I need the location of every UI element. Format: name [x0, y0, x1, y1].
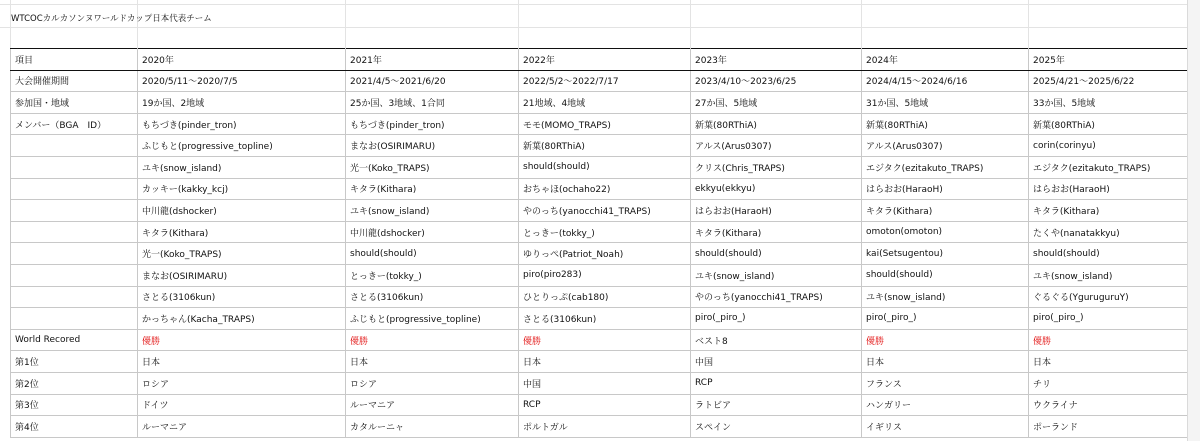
table-cell[interactable]: 25か国、3地域、1合同 [346, 92, 519, 114]
row-label-cell[interactable] [11, 221, 138, 243]
table-cell[interactable]: ルーマニア [346, 394, 519, 416]
table-row [11, 70, 1188, 92]
table-cell[interactable]: クリス(Chris_TRAPS) [691, 156, 862, 178]
table-cell[interactable]: should(should) [862, 264, 1029, 286]
table-cell[interactable]: はらおお(HaraoH) [691, 200, 862, 222]
table-cell[interactable]: 日本 [1029, 351, 1188, 373]
table-row [11, 200, 1188, 222]
header-cell-year[interactable]: 2021年 [346, 49, 519, 71]
table-cell[interactable]: ベスト8 [691, 329, 862, 351]
table-cell[interactable]: ぐるぐる(YguruguruY) [1029, 286, 1188, 308]
table-cell[interactable]: 優勝 [862, 329, 1029, 351]
header-cell-year[interactable]: 2024年 [862, 49, 1029, 71]
header-row [11, 49, 1188, 71]
table-row [11, 156, 1188, 178]
table-cell[interactable]: piro(piro283) [519, 264, 691, 286]
table-cell[interactable]: corin(corinyu) [1029, 135, 1188, 157]
header-cell-year[interactable]: 2022年 [519, 49, 691, 71]
row-label-cell[interactable]: 参加国・地域 [11, 92, 138, 114]
table-cell[interactable]: エジタク(ezitakuto_TRAPS) [862, 156, 1029, 178]
row-label-cell[interactable]: 第4位 [11, 416, 138, 438]
header-cell-item[interactable]: 項目 [11, 49, 138, 71]
table-cell[interactable]: とっきー(tokky_) [346, 264, 519, 286]
header-cell-year[interactable]: 2020年 [138, 49, 346, 71]
table-cell[interactable]: ひとりっぷ(cab180) [519, 286, 691, 308]
row-label-cell[interactable] [11, 200, 138, 222]
table-cell[interactable]: かっちゃん(Kacha_TRAPS) [138, 308, 346, 330]
table-cell[interactable]: アルス(Arus0307) [691, 135, 862, 157]
table-cell[interactable]: should(should) [346, 243, 519, 265]
table-cell[interactable]: ユキ(snow_island) [346, 200, 519, 222]
table-cell[interactable]: 新葉(80RThiA) [519, 135, 691, 157]
table-cell[interactable]: 日本 [138, 351, 346, 373]
table-cell[interactable]: やのっち(yanocchi41_TRAPS) [691, 286, 862, 308]
table-cell[interactable]: 2023/4/10〜2023/6/25 [691, 70, 862, 92]
table-cell[interactable]: 優勝 [346, 329, 519, 351]
table-cell[interactable]: ふじもと(progressive_topline) [138, 135, 346, 157]
table-cell[interactable]: ロシア [138, 372, 346, 394]
table-cell[interactable]: キタラ(Kithara) [691, 221, 862, 243]
table-cell[interactable]: kai(Setsugentou) [862, 243, 1029, 265]
table-row [11, 178, 1188, 200]
gridline [137, 0, 138, 48]
table-cell[interactable]: 優勝 [138, 329, 346, 351]
row-label-cell[interactable]: 大会開催期間 [11, 70, 138, 92]
table-cell[interactable]: たくや(nanatakkyu) [1029, 221, 1188, 243]
table-cell[interactable]: ドイツ [138, 394, 346, 416]
table-cell[interactable]: 27か国、5地域 [691, 92, 862, 114]
row-label-cell[interactable]: 第3位 [11, 394, 138, 416]
table-cell[interactable]: ゆりっぺ(Patriot_Noah) [519, 243, 691, 265]
header-cell-year[interactable]: 2023年 [691, 49, 862, 71]
gridline [0, 27, 1200, 28]
table-cell[interactable]: キタラ(Kithara) [346, 178, 519, 200]
table-cell[interactable]: 新葉(80RThiA) [862, 113, 1029, 135]
table-row [11, 92, 1188, 114]
table-cell[interactable]: さとる(3106kun) [138, 286, 346, 308]
table-cell[interactable]: まなお(OSIRIMARU) [138, 264, 346, 286]
table-cell[interactable]: フランス [862, 372, 1029, 394]
table-cell[interactable]: ロシア [346, 372, 519, 394]
table-row [11, 372, 1188, 394]
row-label-cell[interactable]: 第2位 [11, 372, 138, 394]
table-cell[interactable]: キタラ(Kithara) [862, 200, 1029, 222]
row-label-cell[interactable]: メンバー（BGA ID） [11, 113, 138, 135]
table-cell[interactable]: 21地域、4地域 [519, 92, 691, 114]
table-cell[interactable]: 中川龍(dshocker) [138, 200, 346, 222]
table-cell[interactable]: チリ [1029, 372, 1188, 394]
table-cell[interactable]: 2025/4/21〜2025/6/22 [1029, 70, 1188, 92]
table-cell[interactable]: 2020/5/11〜2020/7/5 [138, 70, 346, 92]
row-label-cell[interactable] [11, 286, 138, 308]
table-row [11, 394, 1188, 416]
gridline [861, 0, 862, 48]
table-cell[interactable]: 2022/5/2〜2022/7/17 [519, 70, 691, 92]
table-cell[interactable]: omoton(omoton) [862, 221, 1029, 243]
table-cell[interactable]: 新葉(80RThiA) [1029, 113, 1188, 135]
table-row [11, 329, 1188, 351]
table-cell[interactable]: やのっち(yanocchi41_TRAPS) [519, 200, 691, 222]
row-label-cell[interactable]: 第1位 [11, 351, 138, 373]
table-cell[interactable]: ラトビア [691, 394, 862, 416]
table-cell[interactable]: カッキー(kakky_kcj) [138, 178, 346, 200]
table-cell[interactable]: piro(_piro_) [1029, 308, 1188, 330]
gridline [690, 0, 691, 48]
table-cell[interactable]: はらおお(HaraoH) [1029, 178, 1188, 200]
gridline [0, 4, 1200, 5]
row-label-cell[interactable] [11, 264, 138, 286]
table-cell[interactable]: エジタク(ezitakuto_TRAPS) [1029, 156, 1188, 178]
table-cell[interactable]: 新葉(80RThiA) [691, 113, 862, 135]
table-cell[interactable]: ユキ(snow_island) [862, 286, 1029, 308]
table-cell[interactable]: ポーランド [1029, 416, 1188, 438]
row-label-cell[interactable] [11, 135, 138, 157]
row-label-cell[interactable] [11, 308, 138, 330]
team-table [10, 48, 1188, 438]
table-cell[interactable]: もちづき(pinder_tron) [346, 113, 519, 135]
table-cell[interactable]: 日本 [862, 351, 1029, 373]
table-cell[interactable]: piro(_piro_) [862, 308, 1029, 330]
table-cell[interactable]: 優勝 [519, 329, 691, 351]
table-cell[interactable]: キタラ(Kithara) [1029, 200, 1188, 222]
table-row [11, 243, 1188, 265]
table-cell[interactable]: おちゃほ(ochaho22) [519, 178, 691, 200]
table-cell[interactable]: 優勝 [1029, 329, 1188, 351]
table-row [11, 264, 1188, 286]
table-row [11, 351, 1188, 373]
table-cell[interactable]: さとる(3106kun) [346, 286, 519, 308]
table-row [11, 135, 1188, 157]
table-cell[interactable]: 2024/4/15〜2024/6/16 [862, 70, 1029, 92]
row-label-cell[interactable]: World Recored [11, 329, 138, 351]
row-label-cell[interactable] [11, 156, 138, 178]
gridline [10, 0, 11, 48]
table-cell[interactable]: さとる(3106kun) [519, 308, 691, 330]
table-cell[interactable]: スペイン [691, 416, 862, 438]
table-row [11, 221, 1188, 243]
table-cell[interactable]: 光一(Koko_TRAPS) [138, 243, 346, 265]
header-cell-year[interactable]: 2025年 [1029, 49, 1188, 71]
row-label-cell[interactable] [11, 178, 138, 200]
table-cell[interactable]: とっきー(tokky_) [519, 221, 691, 243]
table-cell[interactable]: ウクライナ [1029, 394, 1188, 416]
table-cell[interactable]: ユキ(snow_island) [691, 264, 862, 286]
table-row [11, 416, 1188, 438]
table-cell[interactable]: piro(_piro_) [691, 308, 862, 330]
table-cell[interactable]: ユキ(snow_island) [138, 156, 346, 178]
table-cell[interactable]: should(should) [1029, 243, 1188, 265]
row-label-cell[interactable] [11, 243, 138, 265]
table-cell[interactable]: should(should) [519, 156, 691, 178]
table-cell[interactable]: 中国 [519, 372, 691, 394]
table-cell[interactable]: should(should) [691, 243, 862, 265]
table-cell[interactable]: 31か国、5地域 [862, 92, 1029, 114]
table-cell[interactable]: RCP [691, 372, 862, 394]
table-cell[interactable]: ハンガリー [862, 394, 1029, 416]
table-row [11, 286, 1188, 308]
table-cell[interactable]: ユキ(snow_island) [1029, 264, 1188, 286]
table-cell[interactable]: 19か国、2地域 [138, 92, 346, 114]
table-cell[interactable]: まなお(OSIRIMARU) [346, 135, 519, 157]
table-cell[interactable]: ekkyu(ekkyu) [691, 178, 862, 200]
table-cell[interactable]: カタルーニャ [346, 416, 519, 438]
table-cell[interactable]: アルス(Arus0307) [862, 135, 1029, 157]
sheet-title[interactable]: WTCOCカルカソンヌワールドカップ日本代表チーム [11, 14, 212, 24]
table-cell[interactable]: モモ(MOMO_TRAPS) [519, 113, 691, 135]
table-cell[interactable]: 日本 [519, 351, 691, 373]
table-cell[interactable]: はらおお(HaraoH) [862, 178, 1029, 200]
table-cell[interactable]: 2021/4/5〜2021/6/20 [346, 70, 519, 92]
table-row [11, 113, 1188, 135]
table-cell[interactable]: ルーマニア [138, 416, 346, 438]
table-cell[interactable]: イギリス [862, 416, 1029, 438]
table-cell[interactable]: RCP [519, 394, 691, 416]
sheet-scrollbar[interactable] [1187, 0, 1200, 441]
table-row [11, 308, 1188, 330]
table-cell[interactable]: 光一(Koko_TRAPS) [346, 156, 519, 178]
table-cell[interactable]: 中国 [691, 351, 862, 373]
gridline [345, 0, 346, 48]
table-cell[interactable]: もちづき(pinder_tron) [138, 113, 346, 135]
gridline [1028, 0, 1029, 48]
gridline [518, 0, 519, 48]
table-cell[interactable]: ふじもと(progressive_topline) [346, 308, 519, 330]
table-cell[interactable]: キタラ(Kithara) [138, 221, 346, 243]
table-cell[interactable]: ポルトガル [519, 416, 691, 438]
table-cell[interactable]: 33か国、5地域 [1029, 92, 1188, 114]
table-cell[interactable]: 中川龍(dshocker) [346, 221, 519, 243]
table-cell[interactable]: 日本 [346, 351, 519, 373]
